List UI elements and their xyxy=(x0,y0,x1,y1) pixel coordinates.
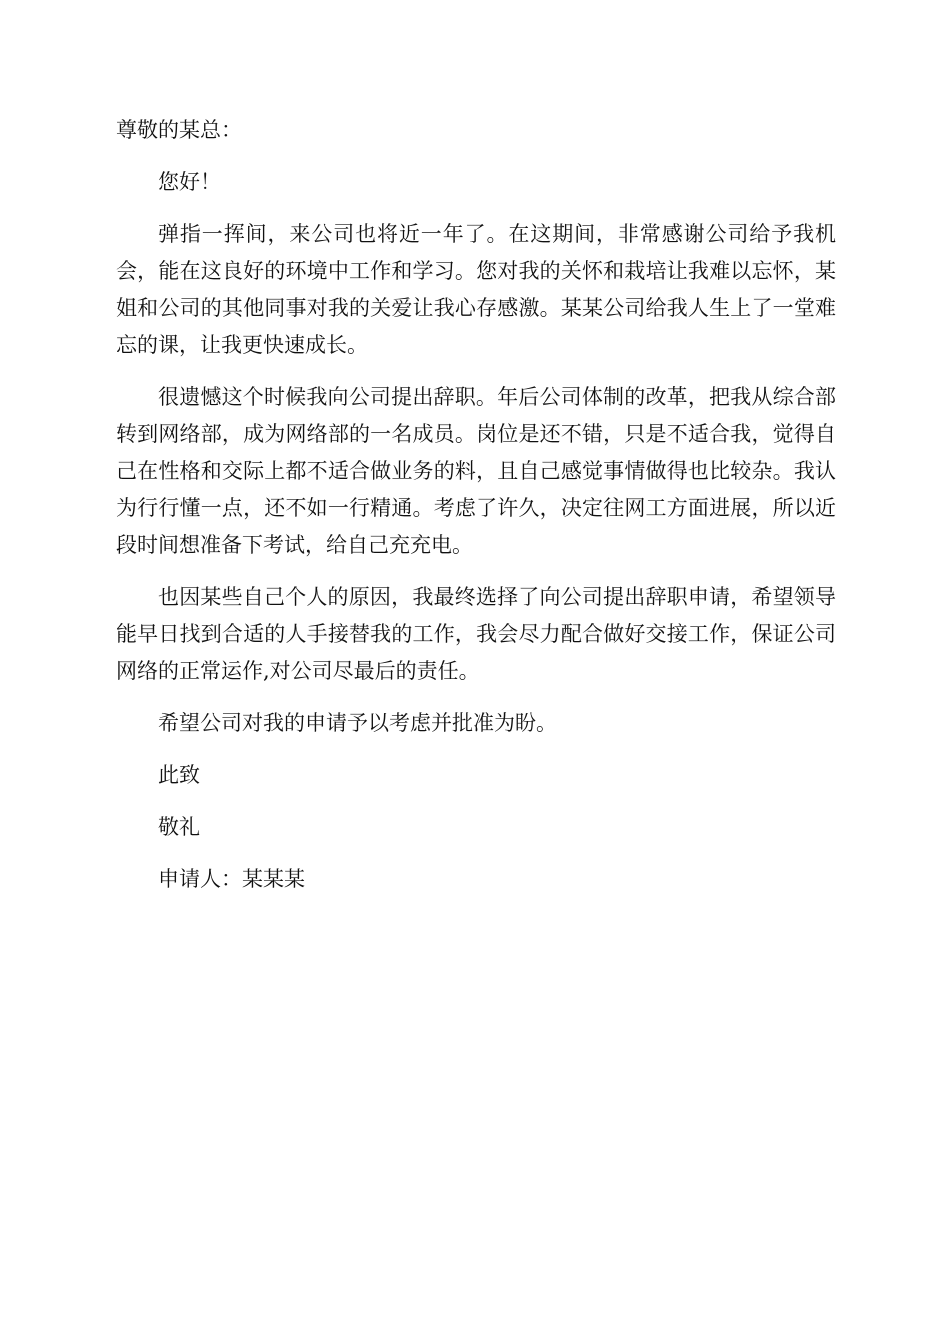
closing-line-2: 敬礼 xyxy=(158,815,200,839)
paragraph: 弹指一挥间，来公司也将近一年了。在这期间，非常感谢公司给予我机会，能在这良好的环境中工作和学习。您对我的关怀和栽培让我难以忘怀，某姐和公司的其他同事对我的关爱让我心存感激。某某公司给我人生上了一堂难忘的课，让我更快速成长。 xyxy=(116,222,836,357)
request-line: 希望公司对我的申请予以考虑并批准为盼。 xyxy=(158,711,557,735)
greeting: 您好！ xyxy=(158,170,221,194)
salutation: 尊敬的某总： xyxy=(116,118,242,142)
signature: 申请人：某某某 xyxy=(158,867,305,891)
closing-line-1: 此致 xyxy=(158,763,200,787)
letter-body xyxy=(116,112,836,913)
paragraph: 很遗憾这个时候我向公司提出辞职。年后公司体制的改革，把我从综合部转到网络部，成为网络部的一名成员。岗位是还不错，只是不适合我，觉得自己在性格和交际上都不适合做业务的料，且自己感觉事情做得也比较杂。我认为行行懂一点，还不如一行精通。考虑了许久，决定往网工方面进展，所以近段时间想准备下考试，给自己充充电。 xyxy=(116,385,836,557)
paragraph: 也因某些自己个人的原因，我最终选择了向公司提出辞职申请，希望领导能早日找到合适的人手接替我的工作，我会尽力配合做好交接工作，保证公司网络的正常运作,对公司尽最后的责任。 xyxy=(116,585,836,683)
